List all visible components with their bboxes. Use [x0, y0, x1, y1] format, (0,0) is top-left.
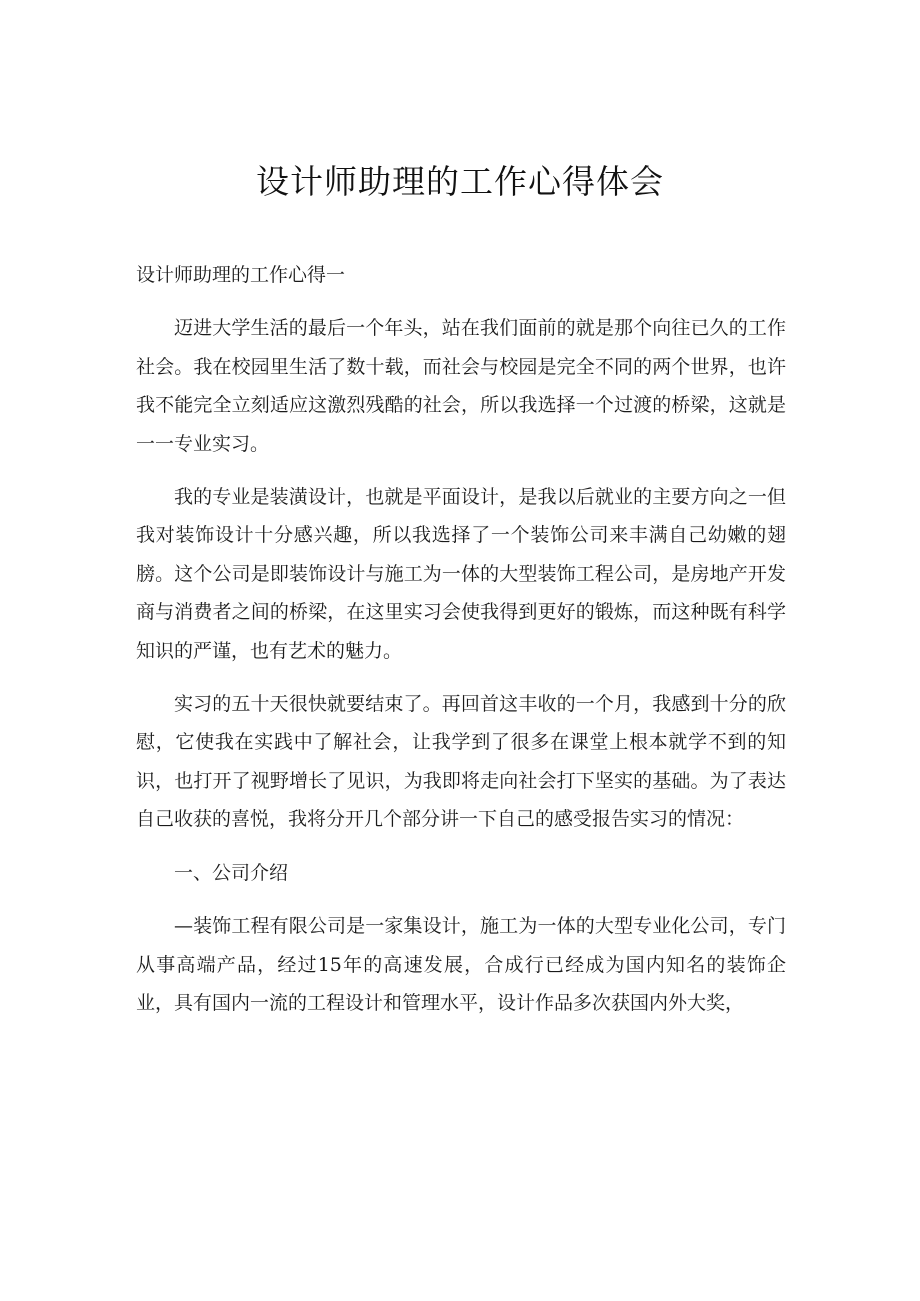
section-label: 设计师助理的工作心得一: [136, 264, 346, 286]
paragraph-intro: 迈进大学生活的最后一个年头，站在我们面前的就是那个向往已久的工作社会。我在校园里生活了数十载，而社会与校园是完全不同的两个世界，也许我不能完全立刻适应这激烈残酷的社会，所以我选择一个过渡的桥梁，这就是一一专业实习。: [136, 317, 786, 455]
paragraph-major: 我的专业是装潢设计，也就是平面设计，是我以后就业的主要方向之一但我对装饰设计十分感兴趣，所以我选择了一个装饰公司来丰满自己幼嫩的翅膀。这个公司是即装饰设计与施工为一体的大型装饰工程公司，是房地产开发商与消费者之间的桥梁，在这里实习会使我得到更好的锻炼，而这种既有科学知识的严谨，也有艺术的魅力。: [136, 486, 786, 662]
section-heading-company: 一、公司介绍: [174, 861, 289, 884]
document-title: 设计师助理的工作心得体会: [256, 162, 664, 201]
document-body: [136, 256, 786, 1037]
paragraph-internship: 实习的五十天很快就要结束了。再回首这丰收的一个月，我感到十分的欣慰，它使我在实践中了解社会，让我学到了很多在课堂上根本就学不到的知识，也打开了视野增长了见识，为我即将走向社会打下坚实的基础。为了表达自己收获的喜悦，我将分开几个部分讲一下自己的感受报告实习的情况：: [136, 693, 786, 831]
paragraph-company: —装饰工程有限公司是一家集设计，施工为一体的大型专业化公司，专门从事高端产品，经过15年的高速发展，合成行已经成为国内知名的装饰企业，具有国内一流的工程设计和管理水平，设计作品多次获国内外大奖，: [136, 915, 786, 1014]
